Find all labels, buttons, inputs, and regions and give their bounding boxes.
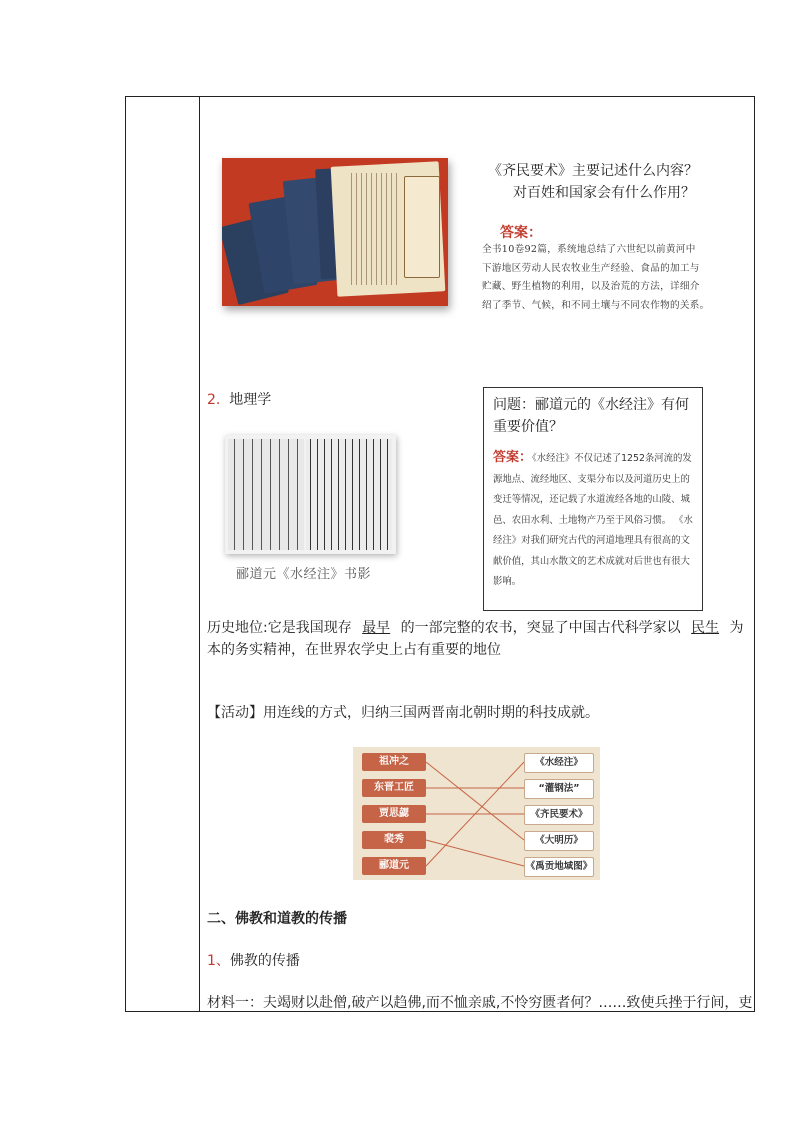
match-line [426, 762, 524, 840]
subsection-number: 1、 [207, 953, 230, 969]
historical-status-text [207, 617, 752, 661]
match-left-item: 东晋工匠 [362, 779, 426, 797]
answer-2-label: 答案： [493, 450, 533, 465]
status-prefix: 历史地位:它是我国现存 [207, 620, 352, 636]
image-caption: 郦道元《水经注》书影 [236, 567, 372, 582]
question-1 [488, 160, 698, 204]
answer-1-line: 下游地区劳动人民农牧业生产经验、食品的加工与 [482, 262, 700, 274]
status-mid: 的一部完整的农书，突显了中国古代科学家以 [400, 620, 681, 636]
answer-1-line: 绍了季节、气候，和不同土壤与不同农作物的关系。 [482, 299, 710, 311]
question-1-line-2: 对百姓和国家会有什么作用？ [513, 185, 695, 201]
subsection-heading-buddhism [207, 950, 300, 970]
match-line [426, 840, 524, 866]
match-right-item: 《禹贡地域图》 [524, 857, 594, 877]
section-number: 2. [207, 392, 221, 408]
answer-1-line: 贮藏、野生植物的利用，以及治荒的方法，详细介 [482, 281, 700, 292]
subsection-title: 佛教的传播 [229, 953, 300, 969]
column-divider [199, 96, 200, 1012]
status-suffix: 为本的务实精神，在世界农学史上占有重要的地位 [207, 620, 744, 658]
answer-1-label: 答案： [500, 225, 542, 241]
match-left-item: 祖冲之 [362, 753, 426, 771]
match-right-item: “灌钢法” [524, 779, 594, 799]
shuijingzhu-book-image [225, 435, 396, 554]
question-2-title: 问题：郦道元的《水经注》有何重要价值？ [493, 397, 689, 435]
question-2-answer [493, 448, 693, 593]
match-right-item: 《齐民要术》 [524, 805, 594, 825]
match-left-item: 贾思勰 [362, 805, 426, 823]
section-title: 地理学 [229, 392, 272, 408]
section-geography-heading [207, 389, 271, 409]
matching-exercise-image [353, 747, 600, 880]
match-right-item: 《大明历》 [524, 831, 594, 851]
fill-blank-2: 民生 [691, 620, 720, 636]
match-left-item: 郦道元 [362, 857, 426, 875]
answer-1-body [482, 241, 750, 315]
activity-instruction: 【活动】用连线的方式，归纳三国两晋南北朝时期的科技成就。 [207, 705, 599, 721]
answer-1-line: 全书10卷92篇，系统地总结了六世纪以前黄河中 [482, 244, 696, 255]
question-1-line-1: 《齐民要术》主要记述什么内容？ [488, 163, 698, 179]
match-left-item: 裴秀 [362, 831, 426, 849]
answer-2-text: 《水经注》不仅记述了1252条河流的发源地点、流经地区、支渠分布以及河道历史上的变迁等情况，还记载了水道流经各地的山陵、城邑、农田水利、土地物产乃至于风俗习惯。 《水经注》对我们研究古代的河道地理具有很高的文献价值，其山水散文的艺术成就对后世也有很大影响。 [493, 453, 693, 587]
qiminyaoshu-book-image [222, 158, 448, 306]
fill-blank-1: 最早 [362, 620, 391, 636]
section-heading-religion: 二、佛教和道教的传播 [207, 911, 347, 927]
match-right-item: 《水经注》 [524, 753, 594, 773]
material-1-text: 材料一：夫竭财以赴僧,破产以趋佛,而不恤亲戚,不怜穷匮者何？……致使兵挫于行间，吏 [207, 995, 753, 1011]
question-2-box [483, 387, 703, 611]
